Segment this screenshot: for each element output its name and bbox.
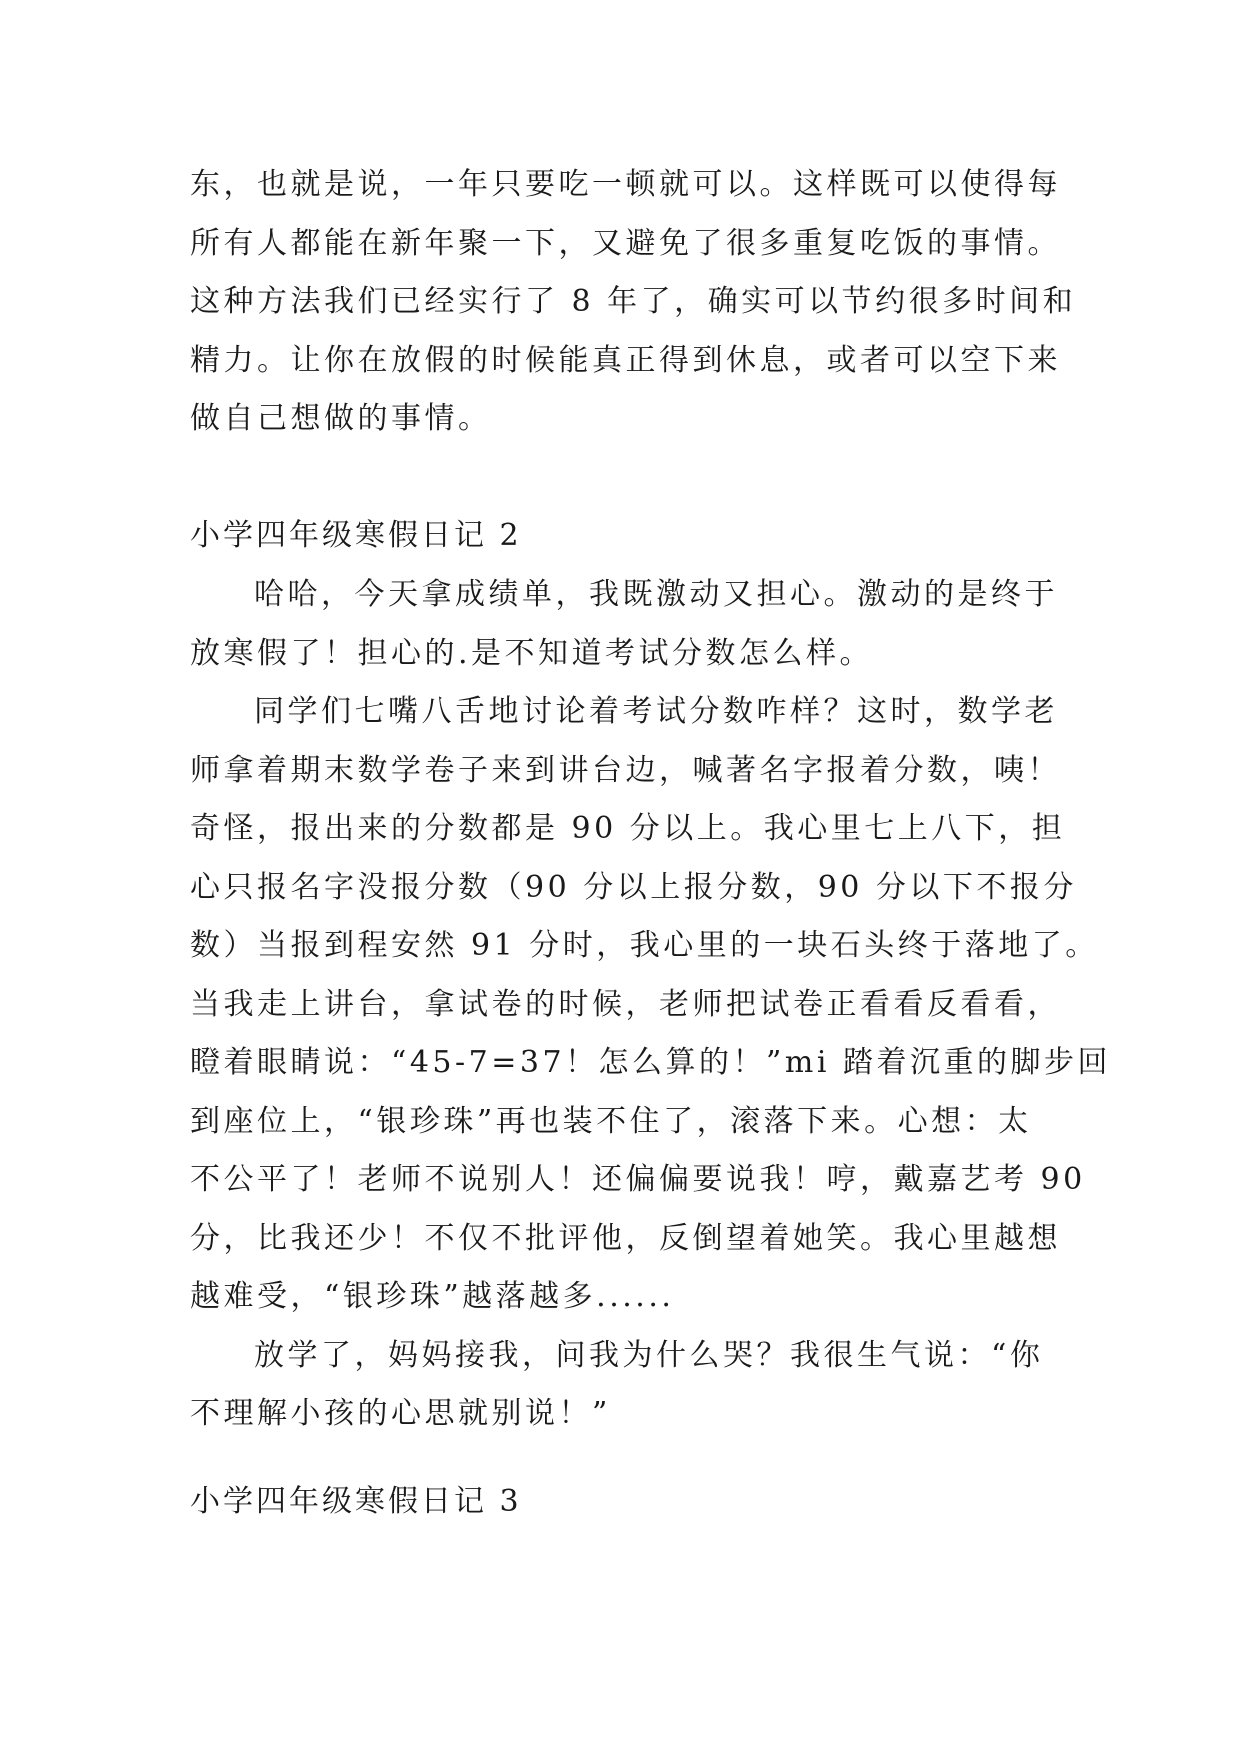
text-line: 分，比我还少！不仅不批评他，反倒望着她笑。我心里越想	[190, 1220, 1061, 1256]
diary-3-heading: 小学四年级寒假日记 3	[190, 1484, 522, 1519]
text-line: 越难受，“银珍珠”越落越多......	[190, 1279, 675, 1314]
text-line: 瞪着眼睛说：“45-7=37！怎么算的！”mi 踏着沉重的脚步回	[190, 1045, 1111, 1080]
text-line: 哈哈，今天拿成绩单，我既激动又担心。激动的是终于	[254, 577, 1058, 612]
diary-2-body	[190, 566, 1111, 1444]
text-line: 当我走上讲台，拿试卷的时候，老师把试卷正看看反看看，	[190, 986, 1061, 1022]
text-line: 所有人都能在新年聚一下，又避免了很多重复吃饭的事情。	[190, 225, 1061, 261]
diary-2-heading: 小学四年级寒假日记 2	[190, 518, 522, 553]
text-line: 做自己想做的事情。	[190, 401, 492, 436]
text-line: 同学们七嘴八舌地讨论着考试分数咋样？这时，数学老	[254, 694, 1058, 729]
text-line: 心只报名字没报分数（90 分以上报分数，90 分以下不报分	[190, 869, 1077, 905]
text-line: 精力。让你在放假的时候能真正得到休息，或者可以空下来	[190, 342, 1061, 378]
text-line: 奇怪，报出来的分数都是 90 分以上。我心里七上八下，担	[190, 811, 1066, 846]
text-line: 师拿着期末数学卷子来到讲台边，喊著名字报着分数，咦！	[190, 752, 1061, 788]
text-line: 放学了，妈妈接我，问我为什么哭？我很生气说：“你	[254, 1337, 1044, 1373]
text-line: 到座位上，“银珍珠”再也装不住了，滚落下来。心想：太	[190, 1103, 1032, 1139]
text-line: 东，也就是说，一年只要吃一顿就可以。这样既可以使得每	[190, 167, 1061, 202]
text-line: 不公平了！老师不说别人！还偏偏要说我！哼，戴嘉艺考 90	[190, 1162, 1086, 1197]
text-line: 放寒假了！担心的.是不知道考试分数怎么样。	[190, 635, 874, 671]
intro-paragraph	[190, 156, 1077, 449]
text-line: 这种方法我们已经实行了 8 年了，确实可以节约很多时间和	[190, 284, 1077, 319]
text-line: 不理解小孩的心思就别说！”	[190, 1396, 611, 1431]
text-line: 数）当报到程安然 91 分时，我心里的一块石头终于落地了。	[190, 928, 1099, 963]
